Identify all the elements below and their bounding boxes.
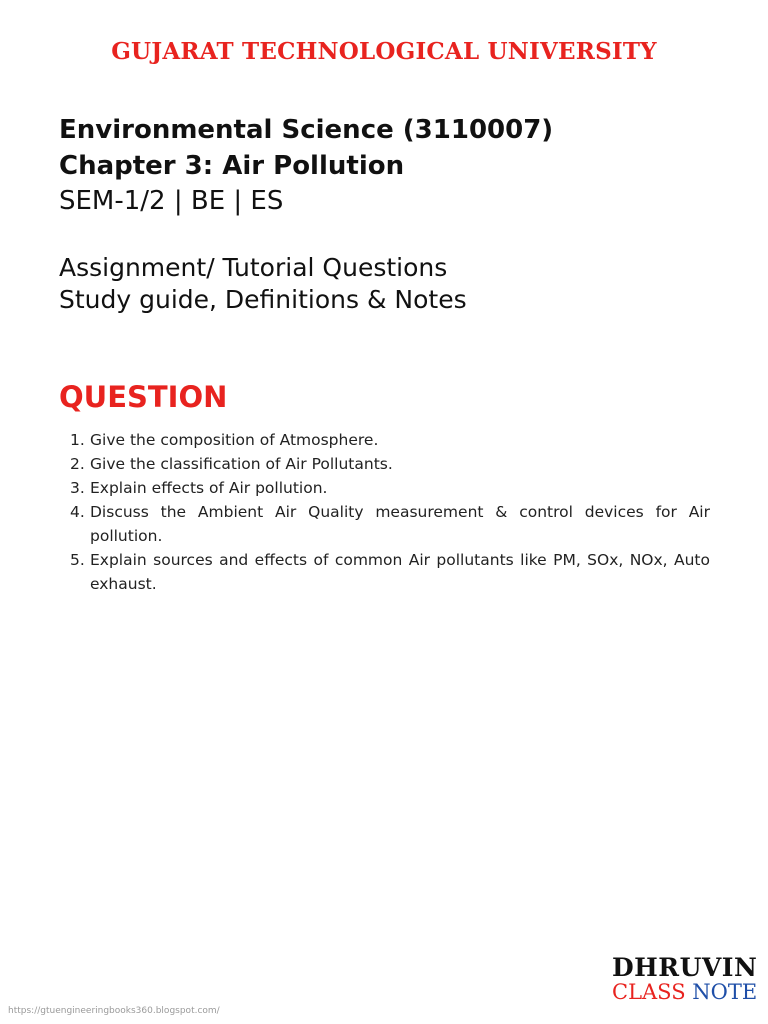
question-text: Discuss the Ambient Air Quality measurement & control devices for Air pollution. <box>90 503 710 545</box>
question-item <box>70 548 710 596</box>
subheading-line-2: Study guide, Definitions & Notes <box>59 285 467 314</box>
logo-note-text: NOTE <box>692 980 758 1004</box>
question-text: Give the composition of Atmosphere. <box>90 431 379 449</box>
question-item <box>70 476 710 500</box>
question-item <box>70 452 710 476</box>
question-number: 4. <box>70 503 85 521</box>
course-header <box>59 112 739 218</box>
document-subheading <box>59 252 739 316</box>
footer-url-link[interactable]: https://gtuengineeringbooks360.blogspot.com/ <box>8 1006 220 1016</box>
section-heading: QUESTION <box>59 380 228 414</box>
dhruvin-class-note-logo <box>612 955 764 1003</box>
question-item <box>70 428 710 452</box>
question-number: 3. <box>70 479 85 497</box>
question-text: Explain sources and effects of common Air pollutants like PM, SOx, NOx, Auto exhaust. <box>90 551 710 593</box>
question-item <box>70 500 710 548</box>
question-number: 5. <box>70 551 85 569</box>
question-number: 2. <box>70 455 85 473</box>
question-number: 1. <box>70 431 85 449</box>
chapter-title: Chapter 3: Air Pollution <box>59 151 405 181</box>
course-title: Environmental Science (3110007) <box>59 115 554 145</box>
question-list <box>70 428 710 596</box>
subheading-line-1: Assignment/ Tutorial Questions <box>59 253 448 282</box>
logo-class-text: CLASS <box>612 980 686 1004</box>
question-text: Give the classification of Air Pollutants. <box>90 455 393 473</box>
university-title: GUJARAT TECHNOLOGICAL UNIVERSITY <box>111 38 657 65</box>
question-text: Explain effects of Air pollution. <box>90 479 328 497</box>
logo-top-text: DHRUVIN <box>612 953 758 982</box>
logo-bottom-text <box>612 982 764 1003</box>
semester-line: SEM-1/2 | BE | ES <box>59 186 284 216</box>
